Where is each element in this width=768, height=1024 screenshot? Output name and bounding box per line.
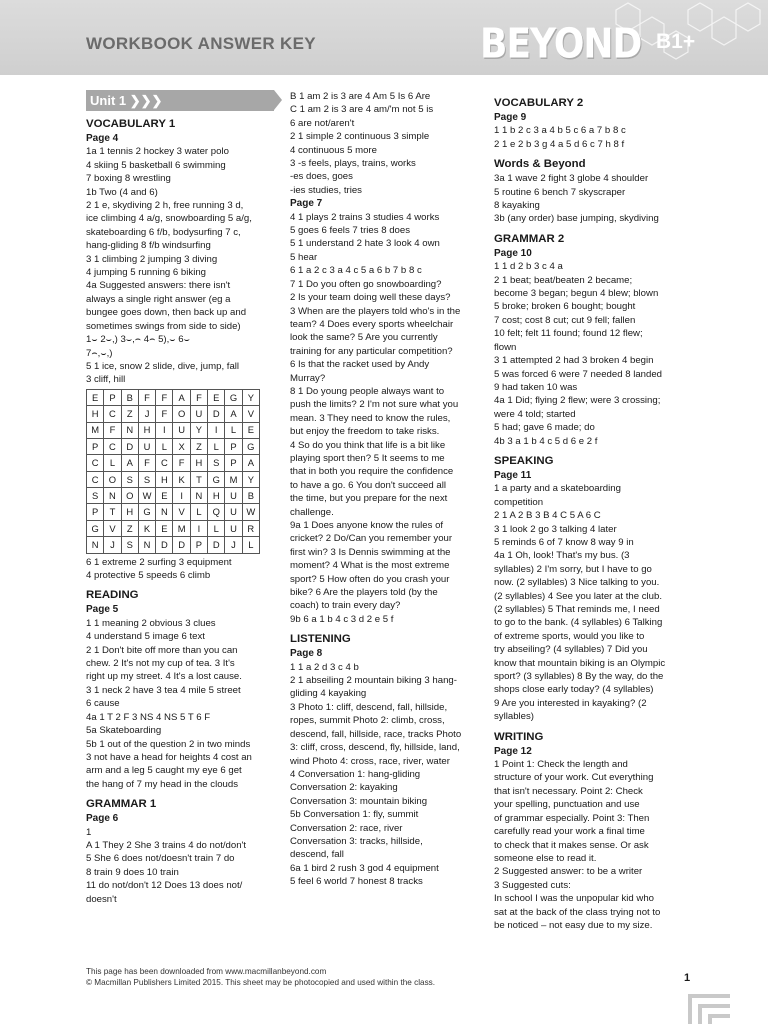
answer-line: competition bbox=[494, 496, 544, 508]
word-search-cell: P bbox=[225, 438, 242, 454]
answer-line: 5a Skateboarding bbox=[86, 725, 162, 737]
answer-line: be noticed – not easy due to my size. bbox=[494, 919, 653, 931]
answer-line: Murray? bbox=[290, 372, 326, 384]
answer-line: 7⌢,⌣,) bbox=[86, 347, 113, 359]
word-search-cell: F bbox=[138, 389, 155, 405]
word-search-cell: F bbox=[190, 389, 207, 405]
word-search-cell: N bbox=[121, 422, 138, 438]
word-search-cell: L bbox=[156, 438, 173, 454]
answer-line: 4 jumping 5 running 6 biking bbox=[86, 267, 207, 279]
word-search-cell: F bbox=[156, 389, 173, 405]
answer-line: training for any particular competition? bbox=[290, 345, 453, 357]
page-label: Page 6 bbox=[86, 813, 119, 825]
answer-line: flown bbox=[494, 341, 517, 353]
answer-line: 1 1 b 2 c 3 a 4 b 5 c 6 a 7 b 8 c bbox=[494, 125, 626, 137]
answer-line: bungee goes down, then back up and bbox=[86, 307, 247, 319]
word-search-cell: D bbox=[208, 406, 225, 422]
answer-line: push the limits? 2 I'm not sure what you bbox=[290, 399, 459, 411]
word-search-cell: E bbox=[242, 422, 259, 438]
page-label: Page 8 bbox=[290, 648, 323, 660]
word-search-cell: A bbox=[121, 455, 138, 471]
answer-line: 2 1 beat; beat/beaten 2 became; bbox=[494, 274, 633, 286]
word-search-cell: A bbox=[242, 455, 259, 471]
answer-line: Conversation 3: mountain biking bbox=[290, 795, 428, 807]
page-label: Page 9 bbox=[494, 112, 527, 123]
word-search-row bbox=[87, 389, 260, 405]
word-search-row bbox=[87, 488, 260, 504]
answer-line: 5 1 understand 2 hate 3 look 4 own bbox=[290, 238, 440, 250]
answer-line: 4b 3 a 1 b 4 c 5 d 6 e 2 f bbox=[494, 435, 598, 447]
word-search-cell: U bbox=[190, 406, 207, 422]
word-search-cell: H bbox=[156, 471, 173, 487]
answer-line: 6 cause bbox=[86, 698, 120, 710]
word-search-cell: P bbox=[190, 537, 207, 553]
word-search-cell: S bbox=[138, 471, 155, 487]
answer-line: 2 1 e 2 b 3 g 4 a 5 d 6 c 7 h 8 f bbox=[494, 138, 625, 150]
word-search-cell: N bbox=[138, 537, 155, 553]
word-search-cell: D bbox=[156, 537, 173, 553]
answer-line: 4 Conversation 1: hang-gliding bbox=[290, 768, 421, 780]
answer-line: bike? 6 Are the players told (by the bbox=[290, 587, 438, 599]
page-number: 1 bbox=[684, 972, 691, 984]
answer-line: team? 4 Does every sports wheelchair bbox=[290, 318, 454, 330]
answer-line: to have a go. 6 You don't succeed all bbox=[290, 479, 446, 491]
word-search-cell: W bbox=[138, 488, 155, 504]
word-search-cell: N bbox=[87, 537, 104, 553]
answer-line: 4a 1 Oh, look! That's my bus. (3 bbox=[494, 550, 630, 562]
word-search-cell: F bbox=[156, 406, 173, 422]
word-search-cell: V bbox=[104, 520, 121, 536]
word-search-cell: N bbox=[104, 488, 121, 504]
word-search-cell: G bbox=[87, 520, 104, 536]
word-search-cell: S bbox=[208, 455, 225, 471]
answer-line: to check that it makes sense. Or ask bbox=[494, 839, 649, 851]
word-search-cell: D bbox=[173, 537, 190, 553]
answer-line: 6 1 extreme 2 surfing 3 equipment bbox=[86, 556, 232, 568]
word-search-cell: D bbox=[208, 537, 225, 553]
column-1-bottom bbox=[86, 556, 282, 906]
answer-line: look the same? 5 Are you currently bbox=[290, 332, 438, 344]
answer-line: 8 kayaking bbox=[494, 200, 540, 212]
answer-line: 6a 1 bird 2 rush 3 god 4 equipment bbox=[290, 862, 439, 874]
unit-banner: Unit 1 ❯❯❯ bbox=[86, 90, 274, 111]
answer-line: 3: cliff, cross, descend, fly, hillside, land, bbox=[290, 742, 460, 754]
answer-line: try abseiling? (4 syllables) 7 Did you bbox=[494, 644, 648, 656]
answer-line: 4a 1 T 2 F 3 NS 4 NS 5 T 6 F bbox=[86, 711, 211, 723]
answer-line: 9b 6 a 1 b 4 c 3 d 2 e 5 f bbox=[290, 613, 394, 625]
answer-line: Conversation 2: kayaking bbox=[290, 782, 398, 794]
answer-line: become 3 began; begun 4 blew; blown bbox=[494, 288, 659, 300]
word-search-cell: M bbox=[225, 471, 242, 487]
answer-line: of extreme sports, would you like to bbox=[494, 630, 645, 642]
word-search-row bbox=[87, 504, 260, 520]
answer-line: 4 So do you think that life is a bit like bbox=[290, 439, 446, 451]
answer-line: 4 continuous 5 more bbox=[290, 144, 377, 156]
word-search-cell: Z bbox=[121, 520, 138, 536]
section-heading: GRAMMAR 1 bbox=[86, 798, 157, 811]
answer-line: 3 -s feels, plays, trains, works bbox=[290, 158, 416, 170]
word-search-cell: Y bbox=[190, 422, 207, 438]
answer-line: 3 cliff, hill bbox=[86, 374, 126, 386]
section-heading: WRITING bbox=[494, 730, 544, 743]
answer-line: 4a Suggested answers: there isn't bbox=[86, 280, 231, 292]
answer-line: descend, fall, hillside, race, tracks Photo bbox=[290, 728, 462, 740]
word-search-cell: B bbox=[242, 488, 259, 504]
answer-line: 7 1 Do you often go snowboarding? bbox=[290, 278, 442, 290]
word-search-cell: U bbox=[138, 438, 155, 454]
word-search-row bbox=[87, 455, 260, 471]
answer-line: 5 broke; broken 6 bought; bought bbox=[494, 301, 636, 313]
answer-line: sport? 5 How often do you crash your bbox=[290, 573, 450, 585]
answer-line: 3a 1 wave 2 fight 3 globe 4 shoulder bbox=[494, 173, 649, 185]
answer-line: A 1 They 2 She 3 trains 4 do not/don't bbox=[86, 839, 247, 851]
answer-line: the time, but you prepare for the next bbox=[290, 493, 448, 505]
word-search-cell: H bbox=[138, 422, 155, 438]
word-search-cell: J bbox=[138, 406, 155, 422]
column-3 bbox=[494, 90, 690, 932]
answer-line: -es does, goes bbox=[290, 171, 353, 183]
answer-line: syllables) 2 I'm sorry, but I have to go bbox=[494, 563, 652, 575]
answer-line: your spelling, punctuation and use bbox=[494, 799, 640, 811]
word-search-cell: H bbox=[121, 504, 138, 520]
answer-line: of grammar especially. Point 3: Then bbox=[494, 812, 650, 824]
answer-line: structure of your work. Cut everything bbox=[494, 772, 654, 784]
answer-line: 6 Is that the racket used by Andy bbox=[290, 359, 430, 371]
answer-line: 2 1 abseiling 2 mountain biking 3 hang- bbox=[290, 675, 457, 687]
answer-line: 4 skiing 5 basketball 6 swimming bbox=[86, 159, 226, 171]
word-search-cell: C bbox=[104, 406, 121, 422]
page-header bbox=[0, 0, 768, 75]
word-search-cell: Y bbox=[242, 389, 259, 405]
section-heading: LISTENING bbox=[290, 633, 351, 646]
word-search-cell: L bbox=[208, 438, 225, 454]
answer-line: first win? 3 Is Dennis swimming at the bbox=[290, 546, 451, 558]
word-search-cell: X bbox=[173, 438, 190, 454]
answer-line: ice climbing 4 a/g, snowboarding 5 a/g, bbox=[86, 213, 252, 225]
answer-line: 3 1 look 2 go 3 talking 4 later bbox=[494, 523, 617, 535]
answer-line: syllables) bbox=[494, 711, 534, 723]
word-search-row bbox=[87, 438, 260, 454]
page-label: Page 5 bbox=[86, 604, 119, 616]
answer-line: arm and a leg 5 caught my eye 6 get bbox=[86, 765, 242, 777]
answer-line: always a single right answer (eg a bbox=[86, 293, 231, 305]
answer-line: descend, fall bbox=[290, 849, 344, 861]
answer-line: 1 1 d 2 b 3 c 4 a bbox=[494, 261, 563, 273]
answer-line: cricket? 2 Do/Can you remember your bbox=[290, 533, 453, 545]
answer-line: carefully read your work a final time bbox=[494, 826, 645, 838]
word-search-cell: L bbox=[208, 520, 225, 536]
answer-line: C 1 am 2 is 3 are 4 am/'m not 5 is bbox=[290, 104, 434, 116]
answer-line: mean. 3 They need to know the rules, bbox=[290, 412, 451, 424]
word-search-cell: V bbox=[173, 504, 190, 520]
answer-line: 5 goes 6 feels 7 tries 8 does bbox=[290, 225, 410, 237]
answer-line: challenge. bbox=[290, 506, 334, 518]
word-search-row bbox=[87, 422, 260, 438]
answer-line: to go to the bank. (4 syllables) 6 Talking bbox=[494, 617, 663, 629]
answer-line: 7 cost; cost 8 cut; cut 9 fell; fallen bbox=[494, 314, 636, 326]
word-search-cell: G bbox=[208, 471, 225, 487]
answer-line: playing sport then? 5 It seems to me bbox=[290, 452, 445, 464]
word-search-cell: N bbox=[190, 488, 207, 504]
answer-line: 3 Suggested cuts: bbox=[494, 879, 571, 891]
word-search-cell: I bbox=[190, 520, 207, 536]
word-search-cell: S bbox=[121, 471, 138, 487]
answer-line: 1 1 a 2 d 3 c 4 b bbox=[290, 661, 359, 673]
answer-line: 1 Point 1: Check the length and bbox=[494, 759, 628, 771]
answer-line: someone else to read it. bbox=[494, 852, 597, 864]
answer-line: 5 hear bbox=[290, 251, 318, 263]
word-search-cell: R bbox=[242, 520, 259, 536]
word-search-row bbox=[87, 471, 260, 487]
answer-line: 2 1 A 2 B 3 B 4 C 5 A 6 C bbox=[494, 510, 601, 522]
word-search-cell: M bbox=[173, 520, 190, 536]
answer-line: Conversation 3: tracks, hillside, bbox=[290, 835, 423, 847]
section-heading: VOCABULARY 1 bbox=[86, 118, 176, 130]
answer-line: 5 had; gave 6 made; do bbox=[494, 422, 595, 434]
answer-line: 8 train 9 does 10 train bbox=[86, 866, 179, 878]
footer-copyright: © Macmillan Publishers Limited 2015. This sheet may be photocopied and used within the class. bbox=[86, 978, 436, 987]
word-search-cell: E bbox=[156, 520, 173, 536]
word-search-cell: P bbox=[87, 438, 104, 454]
answer-line: 5 She 6 does not/doesn't train 7 do bbox=[86, 853, 235, 865]
word-search-cell: V bbox=[242, 406, 259, 422]
word-search-cell: U bbox=[225, 504, 242, 520]
word-search-cell: O bbox=[104, 471, 121, 487]
answer-line: 10 felt; felt 11 found; found 12 flew; bbox=[494, 328, 643, 340]
word-search-cell: C bbox=[87, 455, 104, 471]
answer-line: shops close early today? (4 syllables) bbox=[494, 684, 654, 696]
word-search-cell: Y bbox=[242, 471, 259, 487]
answer-line: that isn't necessary. Point 2: Check bbox=[494, 785, 643, 797]
answer-line: 3 Photo 1: cliff, descend, fall, hillside, bbox=[290, 701, 448, 713]
word-search-row bbox=[87, 520, 260, 536]
answer-line: moment? 4 What is the most extreme bbox=[290, 560, 450, 572]
answer-line: 9a 1 Does anyone know the rules of bbox=[290, 520, 444, 531]
page-label: Page 12 bbox=[494, 745, 532, 757]
word-search-cell: B bbox=[121, 389, 138, 405]
word-search-cell: Z bbox=[190, 438, 207, 454]
word-search-cell: W bbox=[242, 504, 259, 520]
level-badge: B1+ bbox=[656, 30, 696, 53]
word-search-cell: P bbox=[104, 389, 121, 405]
word-search-cell: U bbox=[173, 422, 190, 438]
answer-line: 5 was forced 6 were 7 needed 8 landed bbox=[494, 368, 663, 380]
answer-line: 3 When are the players told who's in the bbox=[290, 305, 461, 317]
answer-line: 3b (any order) base jumping, skydiving bbox=[494, 213, 659, 225]
section-heading: Words & Beyond bbox=[494, 158, 586, 171]
answer-line: ropes, summit Photo 2: climb, cross, bbox=[290, 715, 445, 727]
word-search-cell: P bbox=[87, 504, 104, 520]
answer-line: In school I was the unpopular kid who bbox=[494, 893, 654, 905]
answer-line: 5 feel 6 world 7 honest 8 tracks bbox=[290, 876, 423, 888]
brand-logo: BEYOND bbox=[480, 20, 642, 69]
word-search-cell: O bbox=[173, 406, 190, 422]
answer-line: 2 1 e, skydiving 2 h, free running 3 d, bbox=[86, 200, 244, 212]
answer-line: wind Photo 4: cross, race, river, water bbox=[290, 755, 450, 767]
answer-line: gliding 4 kayaking bbox=[290, 688, 367, 700]
word-search-cell: G bbox=[225, 389, 242, 405]
word-search-cell: T bbox=[104, 504, 121, 520]
word-search-cell: I bbox=[156, 422, 173, 438]
answer-line: 1b Two (4 and 6) bbox=[86, 186, 158, 198]
word-search-cell: E bbox=[156, 488, 173, 504]
page-label: Page 4 bbox=[86, 133, 119, 144]
word-search-row bbox=[87, 537, 260, 553]
word-search-cell: E bbox=[208, 389, 225, 405]
answer-line: 11 do not/don't 12 Does 13 does not/ bbox=[86, 880, 243, 892]
word-search-cell: U bbox=[225, 520, 242, 536]
word-search-cell: U bbox=[225, 488, 242, 504]
word-search-cell: J bbox=[225, 537, 242, 553]
word-search-cell: G bbox=[138, 504, 155, 520]
section-heading: GRAMMAR 2 bbox=[494, 232, 565, 245]
word-search-cell: Z bbox=[121, 406, 138, 422]
word-search-cell: K bbox=[173, 471, 190, 487]
word-search-cell: I bbox=[173, 488, 190, 504]
answer-line: 3 1 climbing 2 jumping 3 diving bbox=[86, 253, 218, 265]
word-search-cell: D bbox=[121, 438, 138, 454]
answer-line: know that mountain biking is an Olympic bbox=[494, 657, 666, 669]
page-label: Page 7 bbox=[290, 198, 323, 210]
answer-line: right up my street. 4 It's a lost cause. bbox=[86, 671, 242, 683]
word-search-row bbox=[87, 406, 260, 422]
header-title: WORKBOOK ANSWER KEY bbox=[86, 34, 316, 53]
answer-line: B 1 am 2 is 3 are 4 Am 5 Is 6 Are bbox=[290, 91, 431, 102]
answer-line: chew. 2 It's not my cup of tea. 3 It's bbox=[86, 658, 235, 670]
word-search-cell: F bbox=[173, 455, 190, 471]
word-search-cell: Q bbox=[208, 504, 225, 520]
answer-line: -ies studies, tries bbox=[290, 184, 362, 196]
answer-line: 3 not have a head for heights 4 cost an bbox=[86, 751, 252, 763]
answer-line: 1⌣ 2⌣,) 3⌣,⌢ 4⌢ 5),⌣ 6⌣ bbox=[86, 334, 190, 346]
page-label: Page 11 bbox=[494, 469, 532, 481]
answer-line: but enjoy the freedom to take risks. bbox=[290, 426, 440, 438]
answer-line: 6 1 a 2 c 3 a 4 c 5 a 6 b 7 b 8 c bbox=[290, 265, 422, 277]
answer-line: 8 1 Do young people always want to bbox=[290, 385, 445, 397]
column-2 bbox=[290, 90, 486, 889]
word-search-cell: N bbox=[156, 504, 173, 520]
column-1 bbox=[86, 90, 282, 906]
word-search-cell: H bbox=[87, 406, 104, 422]
answer-line: 4 understand 5 image 6 text bbox=[86, 631, 205, 643]
word-search-cell: C bbox=[104, 438, 121, 454]
section-heading: VOCABULARY 2 bbox=[494, 97, 584, 109]
word-search-cell: J bbox=[104, 537, 121, 553]
word-search-cell: M bbox=[87, 422, 104, 438]
word-search-cell: A bbox=[225, 406, 242, 422]
answer-line: 4 1 plays 2 trains 3 studies 4 works bbox=[290, 211, 440, 223]
section-heading: SPEAKING bbox=[494, 454, 554, 467]
column-1-top bbox=[86, 117, 282, 387]
word-search-cell: O bbox=[121, 488, 138, 504]
answer-line: were 4 told; started bbox=[494, 408, 576, 420]
answer-line: 5 routine 6 bench 7 skyscraper bbox=[494, 186, 626, 198]
answer-line: that in both you require the confidence bbox=[290, 466, 454, 478]
answer-line: 4 protective 5 speeds 6 climb bbox=[86, 570, 211, 582]
answer-line: 5 reminds 6 of 7 know 8 way 9 in bbox=[494, 536, 634, 548]
word-search-cell: S bbox=[121, 537, 138, 553]
word-search-cell: S bbox=[87, 488, 104, 504]
word-search-cell: F bbox=[138, 455, 155, 471]
answer-line: 2 1 simple 2 continuous 3 simple bbox=[290, 131, 430, 143]
answer-line: 1 a party and a skateboarding bbox=[494, 483, 621, 495]
answer-line: 1 1 meaning 2 obvious 3 clues bbox=[86, 617, 216, 629]
word-search-cell: K bbox=[138, 520, 155, 536]
page-footer bbox=[86, 966, 435, 988]
answer-line: sport? (3 syllables) 8 By the way, do the bbox=[494, 671, 664, 683]
answer-line: (2 syllables) 4 See you later at the club. bbox=[494, 590, 662, 602]
footer-download-note: This page has been downloaded from www.macmillanbeyond.com bbox=[86, 967, 327, 976]
word-search-grid bbox=[86, 389, 260, 554]
answer-line: 7 boxing 8 wrestling bbox=[86, 173, 171, 185]
answer-line: coach) to train every day? bbox=[290, 600, 401, 612]
answer-line: 5b Conversation 1: fly, summit bbox=[290, 809, 419, 821]
word-search-cell: G bbox=[242, 438, 259, 454]
answer-line: 1 bbox=[86, 826, 92, 838]
word-search-cell: L bbox=[190, 504, 207, 520]
word-search-cell: F bbox=[104, 422, 121, 438]
corner-stripes-icon bbox=[686, 988, 732, 1024]
word-search-cell: L bbox=[104, 455, 121, 471]
answer-line: sometimes swings from side to side) bbox=[86, 320, 241, 332]
word-search-cell: C bbox=[87, 471, 104, 487]
word-search-cell: L bbox=[225, 422, 242, 438]
word-search-cell: I bbox=[208, 422, 225, 438]
answer-line: the hang of 7 my head in the clouds bbox=[86, 778, 239, 790]
answer-line: 6 are not/aren't bbox=[290, 117, 355, 129]
answer-line: skateboarding 6 f/b, bodysurfing 7 c, bbox=[86, 226, 241, 238]
word-search-cell: H bbox=[190, 455, 207, 471]
answer-line: 3 1 attempted 2 had 3 broken 4 begin bbox=[494, 355, 654, 367]
page-label: Page 10 bbox=[494, 247, 532, 259]
word-search-cell: T bbox=[190, 471, 207, 487]
answer-line: hang-gliding 8 f/b windsurfing bbox=[86, 240, 211, 252]
answer-line: 2 Suggested answer: to be a writer bbox=[494, 866, 643, 878]
answer-line: 5b 1 out of the question 2 in two minds bbox=[86, 738, 251, 750]
word-search-cell: H bbox=[208, 488, 225, 504]
word-search-cell: E bbox=[87, 389, 104, 405]
answer-line: 9 Are you interested in kayaking? (2 bbox=[494, 697, 647, 709]
answer-line: 9 had taken 10 was bbox=[494, 381, 578, 393]
answer-line: 2 1 Don't bite off more than you can bbox=[86, 644, 238, 656]
answer-line: 2 Is your team doing well these days? bbox=[290, 292, 451, 304]
answer-line: 4a 1 Did; flying 2 flew; were 3 crossing; bbox=[494, 395, 661, 407]
word-search-cell: A bbox=[173, 389, 190, 405]
answer-line: doesn't bbox=[86, 893, 117, 905]
answer-line: 5 1 ice, snow 2 slide, dive, jump, fall bbox=[86, 360, 240, 372]
answer-line: now. (2 syllables) 3 Nice talking to you. bbox=[494, 577, 660, 589]
answer-line: sat at the back of the class trying not to bbox=[494, 906, 661, 918]
answer-line: 3 1 neck 2 have 3 tea 4 mile 5 street bbox=[86, 684, 241, 696]
word-search-cell: L bbox=[242, 537, 259, 553]
word-search-cell: C bbox=[156, 455, 173, 471]
answer-line: Conversation 2: race, river bbox=[290, 822, 403, 834]
answer-line: (2 syllables) 5 That reminds me, I need bbox=[494, 604, 660, 615]
section-heading: READING bbox=[86, 589, 139, 602]
answer-line: 1a 1 tennis 2 hockey 3 water polo bbox=[86, 146, 229, 158]
word-search-cell: P bbox=[225, 455, 242, 471]
